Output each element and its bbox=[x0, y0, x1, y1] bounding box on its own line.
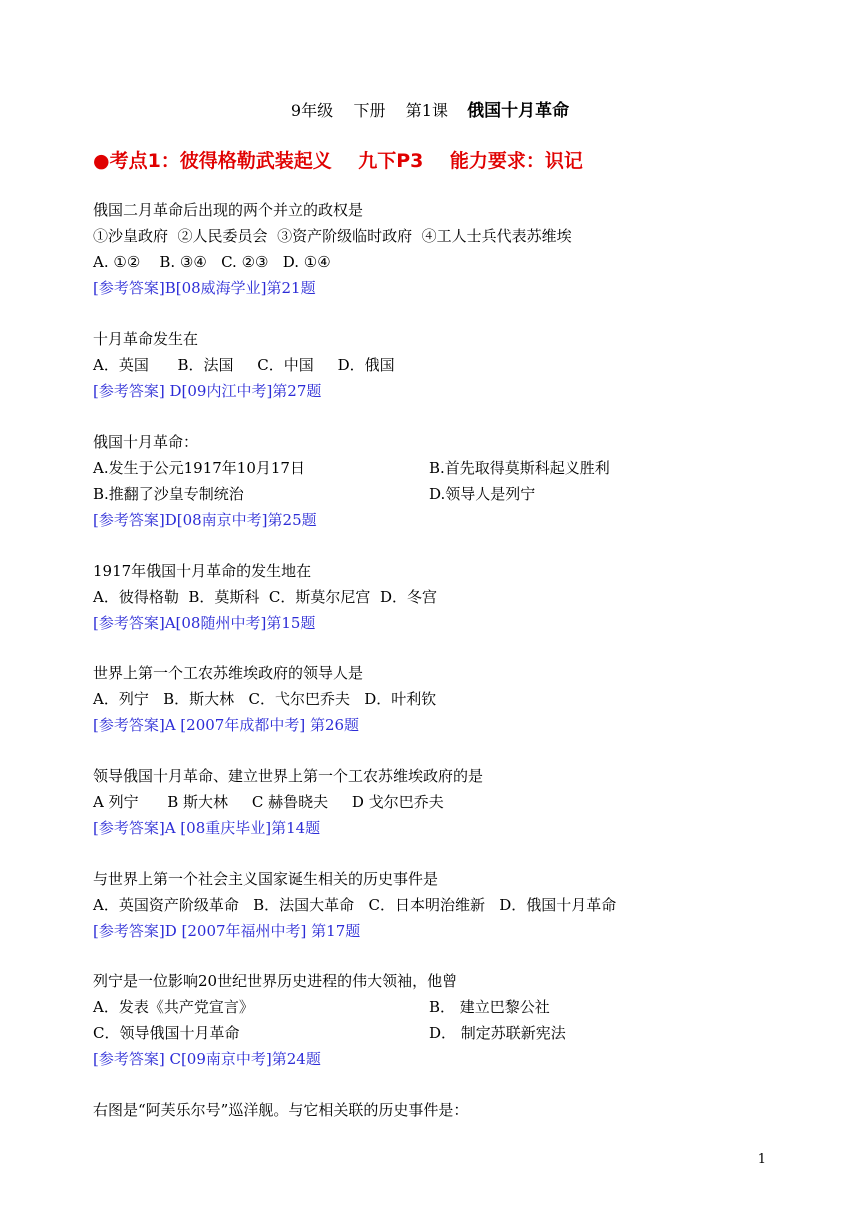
option-b: B.首先取得莫斯科起义胜利 bbox=[429, 459, 610, 477]
answer-reference: [参考答案]A[08随州中考]第15题 bbox=[93, 614, 316, 632]
question-block bbox=[93, 660, 813, 738]
question-options-row bbox=[93, 1020, 813, 1046]
volume-label: 下册 bbox=[353, 101, 386, 120]
question-block bbox=[93, 968, 813, 1072]
question-options-row bbox=[93, 481, 813, 507]
answer-reference: [参考答案]D[08南京中考]第25题 bbox=[93, 511, 317, 529]
answer-reference: [参考答案] D[09内江中考]第27题 bbox=[93, 382, 322, 400]
question-block bbox=[93, 197, 813, 301]
answer-reference: [参考答案] C[09南京中考]第24题 bbox=[93, 1050, 321, 1068]
question-stem: 十月革命发生在 bbox=[93, 330, 199, 348]
option-d: D． 制定苏联新宪法 bbox=[429, 1024, 566, 1042]
question-stem: 列宁是一位影响20世纪世界历史进程的伟大领袖，他曾 bbox=[93, 972, 458, 990]
answer-reference: [参考答案]A [08重庆毕业]第14题 bbox=[93, 819, 321, 837]
lesson-title: 俄国十月革命 bbox=[467, 101, 570, 121]
option-a: A.发生于公元1917年10月17日 bbox=[93, 459, 305, 477]
option-c: C．领导俄国十月革命 bbox=[93, 1024, 240, 1042]
question-stem: 右图是“阿芙乐尔号”巡洋舰。与它相关联的历史事件是： bbox=[93, 1101, 469, 1119]
option-b: B． 建立巴黎公社 bbox=[429, 998, 550, 1016]
answer-reference: [参考答案]D [2007年福州中考] 第17题 bbox=[93, 922, 361, 940]
question-options: A．列宁 B．斯大林 C．弋尔巴乔夫 D．叶利钦 bbox=[93, 690, 437, 708]
question-block bbox=[93, 866, 813, 944]
question-stem: 领导俄国十月革命、建立世界上第一个工农苏维埃政府的是 bbox=[93, 767, 484, 785]
question-block bbox=[93, 1097, 813, 1123]
question-stem: 俄国十月革命： bbox=[93, 433, 199, 451]
question-options: A．英国资产阶级革命 B．法国大革命 C．日本明治维新 D．俄国十月革命 bbox=[93, 896, 617, 914]
question-stem: 与世界上第一个社会主义国家诞生相关的历史事件是 bbox=[93, 870, 439, 888]
question-block bbox=[93, 326, 813, 404]
question-options-row bbox=[93, 994, 813, 1020]
question-block bbox=[93, 429, 813, 533]
grade-label: 9年级 bbox=[290, 101, 334, 120]
question-options: A 列宁 B 斯大林 C 赫鲁晓夫 D 戈尔巴乔夫 bbox=[93, 793, 444, 811]
answer-reference: [参考答案]B[08威海学业]第21题 bbox=[93, 279, 316, 297]
question-options-row bbox=[93, 455, 813, 481]
option-c: B.推翻了沙皇专制统治 bbox=[93, 485, 244, 503]
question-block bbox=[93, 763, 813, 841]
option-d: D.领导人是列宁 bbox=[429, 485, 536, 503]
question-stem: 1917年俄国十月革命的发生地在 bbox=[93, 562, 312, 580]
question-options: A. ①② B. ③④ C. ②③ D. ①④ bbox=[93, 253, 331, 271]
answer-reference: [参考答案]A [2007年成都中考] 第26题 bbox=[93, 716, 360, 734]
option-a: A．发表《共产党宣言》 bbox=[93, 998, 254, 1016]
question-stem: 俄国二月革命后出现的两个并立的政权是 bbox=[93, 201, 364, 219]
page-number: 1 bbox=[757, 1152, 766, 1167]
question-choices: ①沙皇政府 ②人民委员会 ③资产阶级临时政府 ④工人士兵代表苏维埃 bbox=[93, 227, 572, 245]
question-block bbox=[93, 558, 813, 636]
exam-point-heading: ●考点1：彼得格勒武装起义 九下P3 能力要求：识记 bbox=[93, 150, 583, 172]
question-stem: 世界上第一个工农苏维埃政府的领导人是 bbox=[93, 664, 364, 682]
page-title bbox=[0, 96, 860, 121]
question-options: A．彼得格勒 B．莫斯科 C．斯莫尔尼宫 D．冬宫 bbox=[93, 588, 437, 606]
lesson-number: 第1课 bbox=[405, 101, 448, 120]
question-options: A．英国 B．法国 C．中国 D．俄国 bbox=[93, 356, 395, 374]
